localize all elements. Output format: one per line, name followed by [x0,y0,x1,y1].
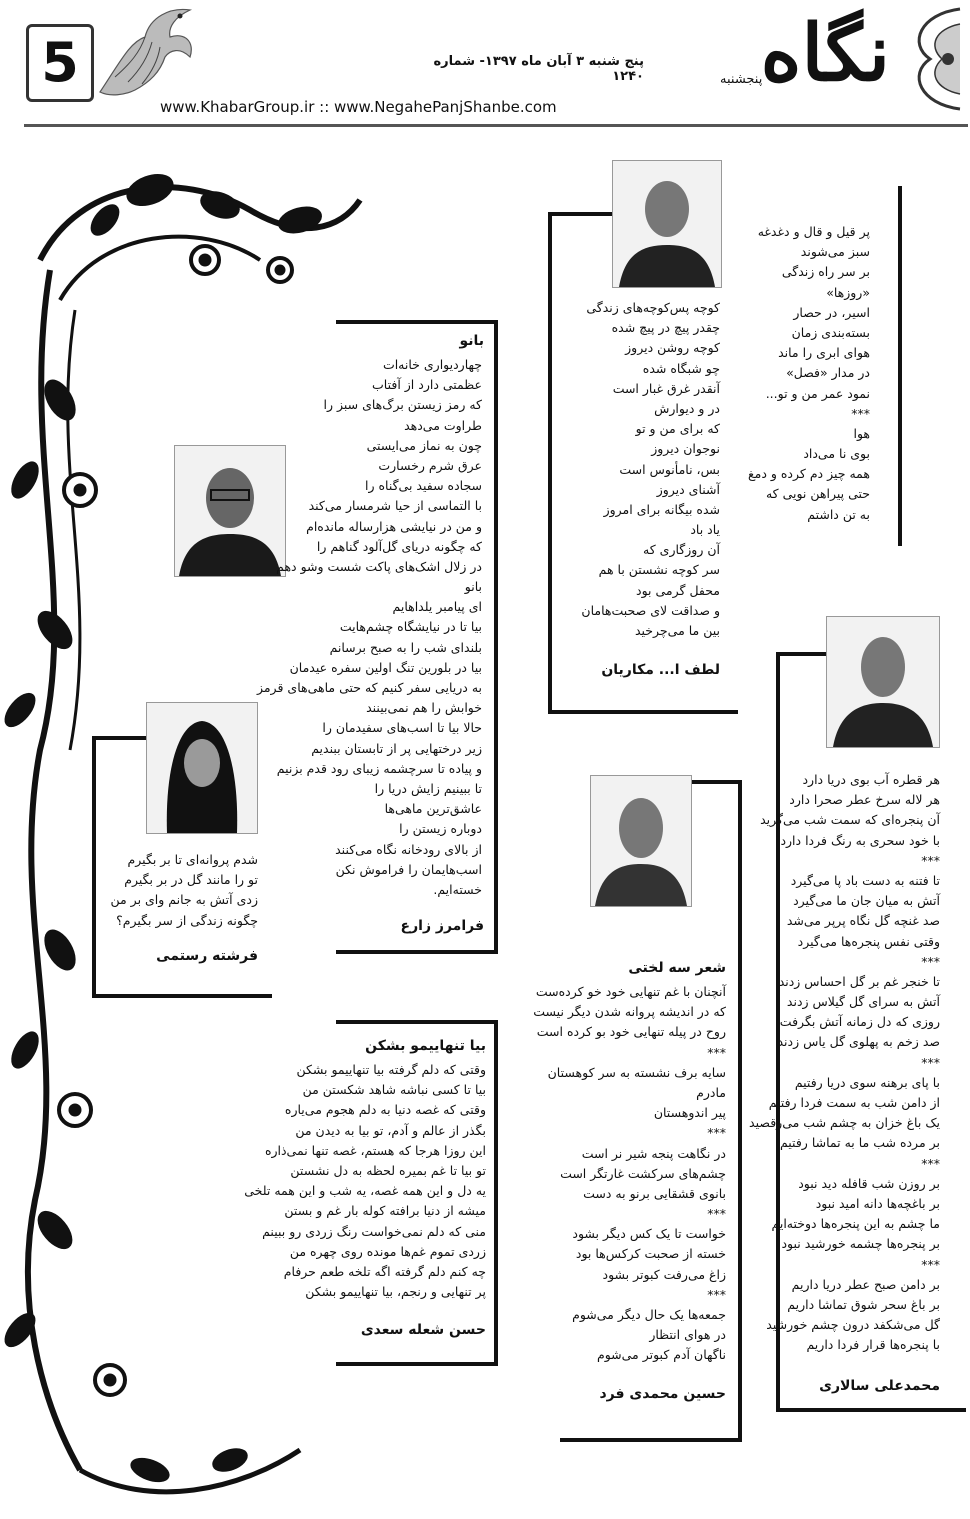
poem-line: بانوی قشقایی برنو به دست [583,1185,726,1201]
poem-line: آنقدر غرق غبار است [612,380,720,396]
poem-line: تا ببینیم زایش دریا را [374,780,482,796]
author-zare: فرامرز زارع [400,918,484,934]
poem-line: بوی نا می‌داد [803,446,870,462]
poem-line: بگذر از عالم و آدم، تو بیا به دیدن من [295,1122,486,1138]
poem-line: از بالای رودخانه نگاه می‌کنند [335,841,482,857]
website-urls[interactable]: www.KhabarGroup.ir :: www.NegahePanjShanbe.com [160,98,557,116]
poem-line: پر تنهایی و رنجم، بیا تنهاییمو بشکن [305,1284,486,1300]
poem-line: شدم پروانه‌ای تا بر بگیرم [127,852,258,867]
box-frame-right-vertical [898,186,902,546]
poem-line: در نگاهت پنجه شیر نر است [581,1145,726,1161]
poem-makarian [560,298,720,641]
poem-line: آن روزگاری که [643,542,720,558]
poem-line: *** [921,1256,940,1272]
box-frame-top [336,1020,498,1024]
logo-main: نگاه [760,8,890,99]
poem-line: عظمتی دارد از آفتاب [372,377,482,393]
poem-line: با التماسی از حیا شرمسار می‌کند [308,498,482,514]
poem-line: چو شبگاه شده [642,360,720,376]
box-frame-bottom [548,710,738,714]
poem-line: اسیر، در حصار [793,304,870,320]
poem-title-mohammadifard: شعر سه لختی [628,960,726,976]
person-silhouette-icon [613,161,721,287]
poem-line: سر کوچه نشستن با هم [598,562,720,578]
poem-line: آنچنان با غم تنهایی خود خو کرده‌ست [535,984,726,999]
poem-line: بر مرده شب ما به تماشا رفتیم [779,1135,940,1151]
poem-line: تا خنجر غم بر گل احساس زدند [778,973,940,989]
poem-line: *** [707,1206,726,1222]
poem-line: که در اندیشه پروانه شدن دیگر نیست [533,1004,726,1020]
poem-line: *** [707,1044,726,1060]
author-mohammadifard: حسین محمدی فرد [599,1386,726,1402]
poem-line: چگونه زندگی از سر بگیرم؟ [116,912,258,928]
poem-line: به دریایی سفر کنیم که حتی ماهی‌های قرمز [256,680,482,695]
author-saadi: حسن شعله سعدی [360,1322,486,1338]
header [0,0,970,140]
poem-line: زدی آتش به جانم وای بر من [110,892,258,908]
poem-line: با پنجره‌ها قرار فردا داریم [806,1337,940,1353]
poem-line: چه کنم دلم گرفته اگه تلخه طعم حرفام [283,1263,486,1279]
poem-line: نمود عمر من و تو... [765,385,870,401]
poem-line: صد زخم به پهلوی گل یاس زدند [777,1034,940,1050]
poem-line: خوابش را هم نمی‌بینند [366,700,482,716]
poem-line: بس، نامأنوس است [619,461,720,477]
poem-line: حتی پیراهن نویی که [765,486,870,502]
poem-line: آن پنجره‌ای که سمت شب می‌گرید [760,812,940,828]
poem-line: روزی که دل زمانه آتش بگرفت [779,1014,940,1030]
poem-line: وقتی که دلم گرفته بیا تنهاییمو بشکن [296,1062,486,1077]
poem-line: تو را مانند گل در بر بگیرم [124,872,258,888]
poem-line: خواست تا یک کس دیگر بشود [572,1226,726,1242]
poem-line: *** [707,1286,726,1302]
box-frame-top [776,652,828,656]
issue-date: پنج شنبه ۳ آبان ماه ۱۳۹۷- شماره ۱۲۴۰ [433,54,644,84]
poem-line: بین ما می‌چرخید [634,623,720,638]
poem-line: *** [921,852,940,868]
person-silhouette-icon [591,776,691,906]
poem-line: وقتی نفس پنجره‌ها می‌گیرد [797,933,940,949]
box-frame-right [738,780,742,1442]
poem-line: چون به نماز می‌ایستی [366,437,482,453]
box-frame-right [494,320,498,954]
poem-line: ناگهان آدم کبوتر می‌شوم [596,1347,726,1363]
box-frame-left [92,736,96,998]
poem-line: عاشق‌ترین ماهی‌ها [384,801,482,817]
poem-line: *** [921,1155,940,1171]
poem-line: بیا تا کسی نباشه شاهد شکستن من [302,1082,486,1098]
poem-line: هوا [853,425,870,441]
poem-line: *** [707,1125,726,1141]
box-frame-right [494,1020,498,1366]
poem-line: و صداقت لای صحبت‌هامان [581,602,720,618]
corner-ornament-icon [900,4,966,114]
poem-line: یه دل و این همه غصه، یه شب و این همه تلخی [244,1183,486,1199]
poem-line: هر لاله سرخ عطر صحرا دارد [789,792,940,808]
poem-line: در و دیوارش [654,400,720,416]
poem-line: و من در نیایشی هزارساله مانده‌ام [306,518,482,534]
poem-line: چشم‌های سرکشت غارتگر است [560,1165,726,1181]
poem-line: دوباره زیستن را [399,821,482,837]
poem-line: آتش به میان جان ما می‌گیرد [793,893,940,909]
box-frame-bottom [92,994,272,998]
poem-line: در مدار «فصل» [786,365,870,381]
poem-line: میشه از دنیا برافته کوله بار غم و بستن [284,1203,486,1219]
poem-line: در زلال اشک‌های پاکت شست وشو دهم [276,558,482,574]
poem-line: جمعه‌ها یک حال دیگر می‌شوم [572,1307,726,1322]
masthead-logo [700,10,900,110]
poem-line: مادرم [696,1084,726,1100]
poem-line: تو بیا تا غم بمیره لحظه به دل نشستن [290,1162,486,1178]
poem-line: وقتی که غصه دنیا به دلم هجوم می‌یاره [284,1102,486,1118]
poem-line: بیا تا در نیایشگاه چشم‌هایت [339,619,482,635]
person-silhouette-icon [175,446,285,576]
poem-line: آشنای دیروز [656,481,720,497]
person-silhouette-icon [827,617,939,747]
poem-line: چقدر پیچ در پیچ شده [611,320,720,336]
box-frame-left [548,212,552,714]
page-number-box [26,24,94,102]
poem-line: بر سر راه زندگی [781,264,870,280]
page-number: 5 [41,31,79,94]
poem-line: بر دامن صبح عطر دریا داریم [791,1276,940,1292]
poem-line: پر قیل و قال و دغدغه [757,224,870,239]
poem-line: آتش به سرای گل گیلاس زدند [786,994,940,1010]
poem-line: بر روزن شب قافله دید نبود [798,1175,940,1191]
header-rule [24,124,968,127]
poem-line: یک باغ خزان به چشم شب می‌رقصید [749,1115,940,1131]
poem-title-zare: بانو [459,333,484,349]
poem-line: بر باغ سحر شوق تماشا داریم [787,1296,940,1312]
poem-line: هر قطره آب بوی دریا دارد [802,772,940,787]
poem-line: بلندای شب را به صبح برسانم [329,639,482,655]
box-frame-top [548,212,612,216]
poem-line: پیر اندوهستان [653,1105,726,1121]
poem-line: از دامن شب به سمت فردا رفتیم [768,1095,940,1110]
poem-line: منی که دلم نمی‌خواست رنگ زردی رو ببینم [262,1223,486,1239]
poem-line: بر پنجره‌ها چشمه خورشید نبود [781,1236,940,1252]
box-frame-top [92,736,148,740]
box-frame-bottom [560,1438,742,1442]
poem-rostami [108,850,258,931]
portrait-salari [826,616,940,748]
poem-line: شده بیگانه برای امروز [603,501,720,517]
box-frame-bottom [336,950,498,954]
poem-line: تا فتنه به دست باد پا می‌گیرد [790,872,940,888]
poem-line: طراوت می‌دهد [404,417,482,433]
poem-line: عرق شرم رخسارت [378,457,482,473]
poem-line: که رمز زیستن برگ‌های سبز را [323,397,482,413]
poem-title-saadi: بیا تنهاییمو بشکن [365,1038,486,1054]
poem-line: *** [921,953,940,969]
phoenix-ornament-icon [90,2,200,102]
poem-mohammadifard [524,982,726,1366]
portrait-makarian [612,160,722,288]
poem-line: یاد باد [690,522,720,538]
poem-line: کوچه روشن دیروز [625,340,720,356]
author-rostami: فرشته رستمی [156,948,258,964]
box-frame-top [690,780,742,784]
author-makarian: لطف ا... مکاریان [601,662,720,678]
poem-line: که برای من و تو [635,421,720,437]
box-frame-bottom [336,1362,498,1366]
portrait-zare [174,445,286,577]
poem-line: نوجوان دیروز [651,441,720,457]
poem-line: بر باغچه‌ها دانه امید نبود [815,1195,940,1211]
poem-line: زاغ می‌رفت کبوتر بشود [602,1266,726,1282]
poem-makarian-continued [740,222,870,525]
poem-line: ما چشم به این پنجره‌ها دوخته‌ایم [771,1216,940,1232]
poem-line: با خود سحری به رنگ فردا دارد [780,832,940,848]
poem-line: سجاده سفید بی‌گناه را [364,478,482,494]
poem-line: بیا در بلورین تنگ اولین سفره عیدمان [289,659,482,675]
poem-line: «روزها» [826,284,870,300]
logo-sub: پنجشنبه [720,72,763,87]
poem-line: این روزا هرجا که هستم، غصه تنها نمی‌ذاره [264,1142,486,1158]
box-frame-bottom [776,1408,966,1412]
poem-line: بسته‌بندی زمان [791,324,870,340]
poem-line: هوای ابری را ماند [778,345,870,361]
poem-line: حالا بیا تا اسب‌های سفیدمان را [322,720,482,736]
poem-line: *** [921,1054,940,1070]
poem-line: سبز می‌شوند [800,244,870,260]
poem-line: همه چیز دم کرده و دمغ [747,466,870,482]
poem-saadi [244,1060,486,1302]
poem-line: ای پیامبر یلداهایم [392,599,482,615]
person-silhouette-icon [147,703,257,833]
poem-line: چهاردیواری خانه‌ات [382,357,482,372]
poem-line: روح در پیله تنهایی خود بو کرده است [536,1024,726,1040]
poem-line: که چگونه دریای گل‌آلود گناهم را [316,538,482,554]
poem-line: محفل گرمی بود [636,582,720,598]
poem-line: صد غنچه گل نگاه پرپر می‌شد [786,913,940,929]
poem-line: به تن داشتم [807,506,870,522]
poem-line: خسته از صحبت کرکس‌ها بود [575,1246,726,1262]
poem-line: بانو [464,579,482,595]
portrait-mohammadifard [590,775,692,907]
poem-line: *** [851,405,870,421]
poem-line: اسب‌هایمان را فراموش نکن [335,861,482,877]
poem-line: زیر درختهایی پر از تابستان ببندیم [311,740,482,756]
poem-line: کوچه پس‌کوچه‌های زندگی [586,300,720,315]
poem-line: و پیاده تا سرچشمه زیبای رود قدم بزنیم [276,760,482,776]
poem-line: با پای برهنه سوی دریا رفتیم [794,1074,940,1090]
poem-line: زردی تموم غم‌ها مونده روی چهره من [289,1243,486,1259]
author-salari: محمدعلی سالاری [819,1378,940,1394]
poem-line: گل می‌شکفد درون چشم خورشید [766,1317,940,1333]
poem-line: سایه برف نشسته به سر کوهستان [547,1064,726,1080]
box-frame-top [336,320,496,324]
poem-line: در هوای انتظار [649,1327,726,1343]
poem-line: خسته‌ایم. [433,881,482,897]
poem-salari [749,770,940,1355]
portrait-rostami [146,702,258,834]
poem-zare [256,355,482,900]
